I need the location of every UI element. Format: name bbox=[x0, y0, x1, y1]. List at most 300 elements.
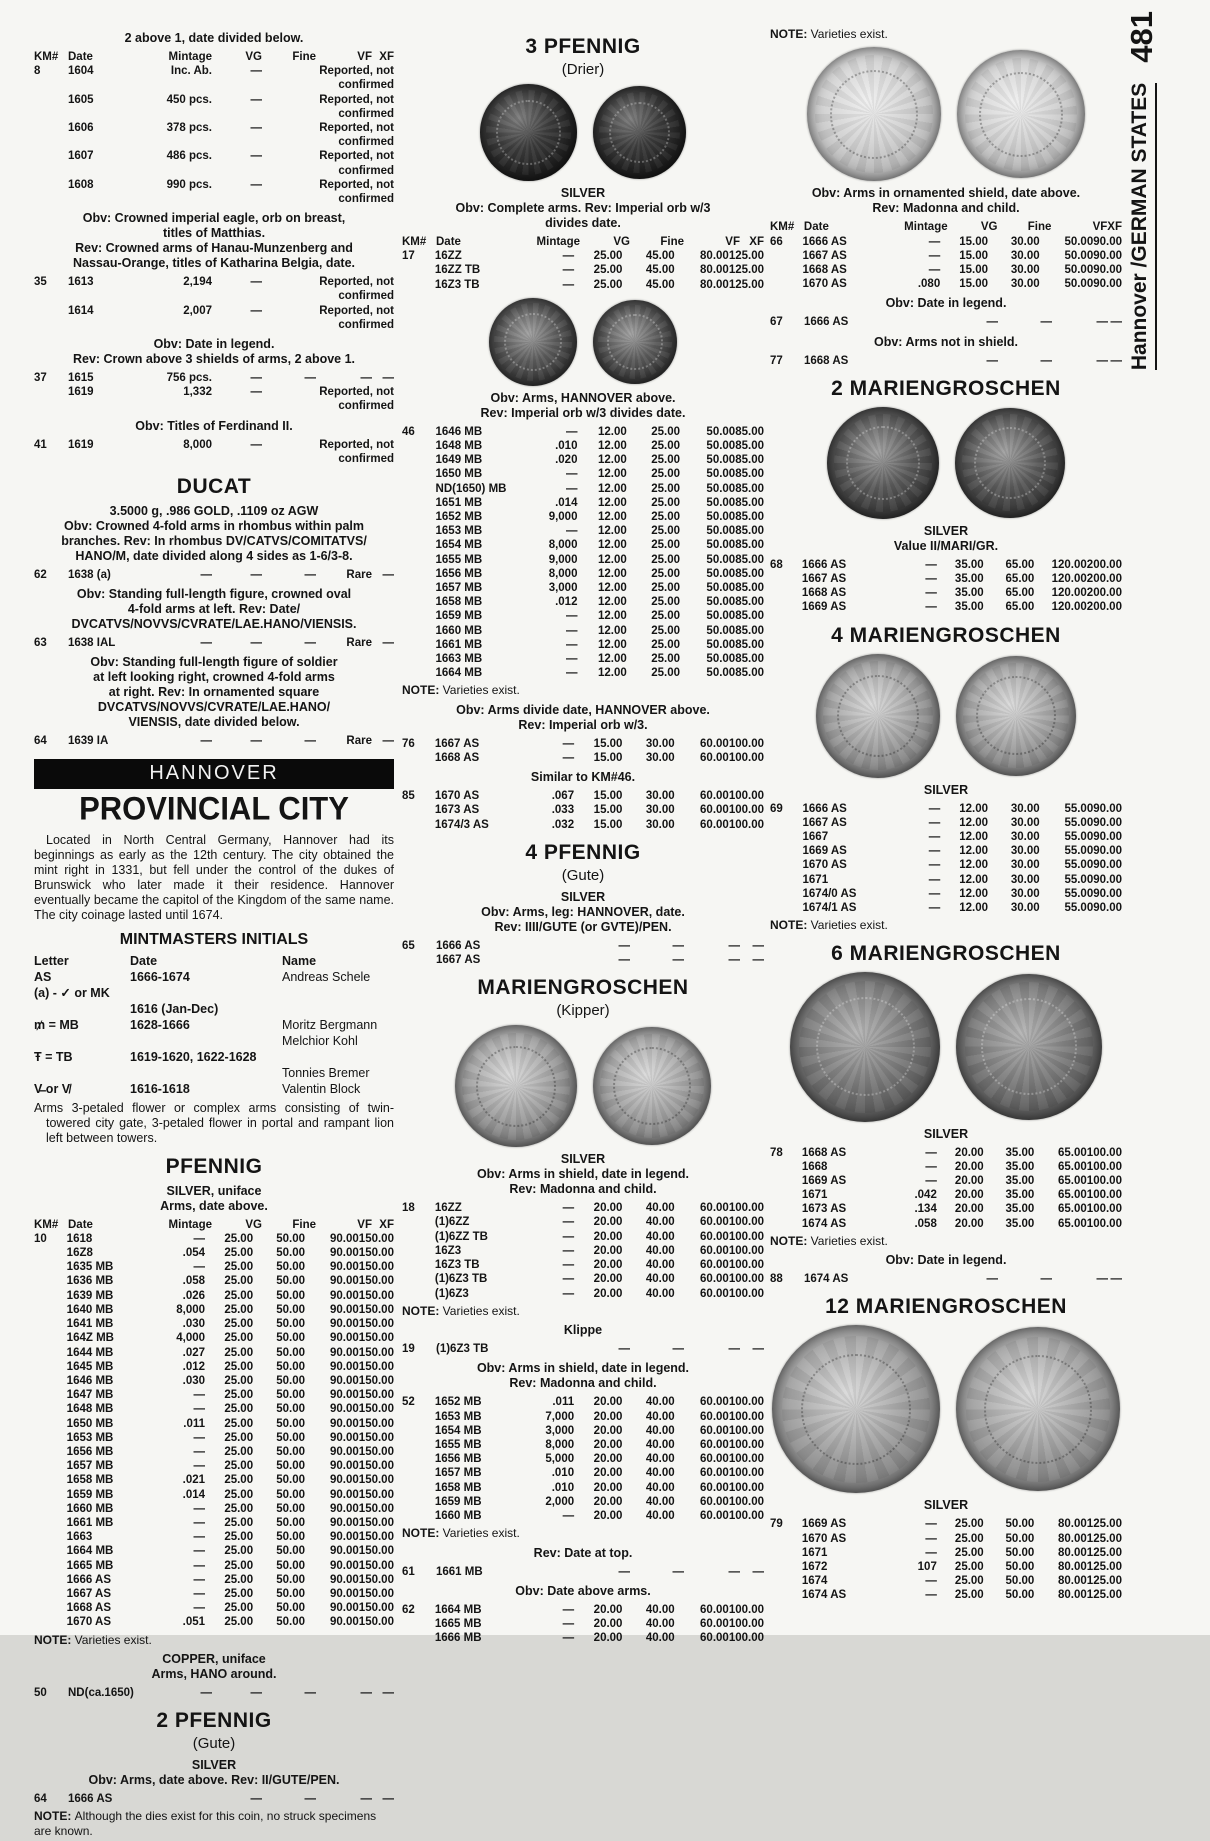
cell-km bbox=[402, 1452, 435, 1466]
cell-vg: 15.00 bbox=[593, 790, 623, 803]
cell-date: 1657 MB bbox=[66, 1460, 114, 1473]
cell-vf: 60.00 bbox=[700, 1230, 729, 1243]
cell-xf: 100.00 bbox=[728, 818, 764, 831]
cell-km bbox=[770, 1160, 802, 1174]
cell-fine: 40.00 bbox=[645, 1603, 675, 1616]
cell-mintage: — bbox=[562, 752, 575, 765]
cell-vg: 25.00 bbox=[954, 1575, 984, 1588]
cell-mintage: 2,000 bbox=[545, 1495, 575, 1508]
cell-fine: 65.00 bbox=[1005, 558, 1035, 571]
cell-xf: 85.00 bbox=[735, 653, 764, 666]
cell-vg: 12.00 bbox=[597, 511, 627, 524]
price-row bbox=[770, 844, 1122, 858]
cell-fine: 25.00 bbox=[651, 610, 680, 623]
cell-mintage: — bbox=[925, 587, 937, 600]
cell-date: 1673 AS bbox=[434, 804, 480, 817]
cell-fine: 50.00 bbox=[276, 1346, 305, 1359]
cell-fine: 40.00 bbox=[645, 1230, 675, 1243]
price-row bbox=[34, 1402, 394, 1416]
cell-km bbox=[402, 1466, 435, 1480]
cell-vf: 90.00 bbox=[330, 1374, 359, 1387]
cell-xf: — bbox=[752, 1343, 764, 1356]
price-row bbox=[34, 1488, 394, 1502]
cell-fine: — bbox=[672, 1343, 684, 1356]
price-row bbox=[770, 354, 1122, 368]
cell-fine: 25.00 bbox=[651, 624, 680, 637]
cell-km: 77 bbox=[770, 354, 783, 367]
cell-km bbox=[402, 818, 435, 832]
cell-vf: 50.00 bbox=[706, 482, 736, 495]
cell-mintage: 2,007 bbox=[183, 304, 212, 317]
cell-xf: 150.00 bbox=[358, 1488, 394, 1501]
description-line: Arms, HANO around. bbox=[151, 1666, 277, 1681]
cell-fine: 50.00 bbox=[276, 1488, 305, 1501]
cell-mintage: — bbox=[928, 845, 941, 858]
cell-mintage: — bbox=[562, 1509, 575, 1522]
cell-km bbox=[770, 277, 803, 291]
cell-xf: 150.00 bbox=[358, 1602, 394, 1615]
coin-reverse-photo bbox=[955, 408, 1065, 518]
cell-km bbox=[770, 1174, 802, 1188]
cell-date: 1668 AS bbox=[802, 264, 847, 276]
cell-mintage: — bbox=[925, 601, 937, 614]
cell-date: 1667 AS bbox=[802, 249, 847, 262]
price-row bbox=[770, 1188, 1122, 1202]
cell-km: 62 bbox=[34, 569, 47, 582]
cell-mintage: — bbox=[562, 250, 575, 263]
price-row bbox=[34, 121, 394, 149]
cell-km: 65 bbox=[402, 939, 415, 952]
cell-km bbox=[402, 1617, 435, 1631]
cell-fine: 25.00 bbox=[651, 582, 680, 595]
price-row bbox=[34, 1374, 394, 1388]
cell-vg: — bbox=[250, 304, 262, 317]
cell-vf: 55.00 bbox=[1064, 845, 1094, 858]
cell-vf: VF bbox=[357, 51, 372, 63]
cell-km: 8 bbox=[34, 65, 41, 78]
cell-xf: XF bbox=[749, 236, 764, 248]
cell-mintage: — bbox=[193, 1559, 206, 1572]
cell-xf: 100.00 bbox=[728, 1396, 764, 1409]
note-label: NOTE: bbox=[402, 1526, 443, 1541]
cell-fine: 50.00 bbox=[276, 1332, 305, 1345]
cell-km bbox=[770, 1574, 802, 1588]
price-row bbox=[34, 1260, 394, 1274]
cell-mintage: .011 bbox=[552, 1396, 575, 1409]
cell-km bbox=[34, 1317, 67, 1331]
cell-fine: 30.00 bbox=[645, 737, 675, 750]
note-label: NOTE: bbox=[770, 27, 811, 41]
cell-fine: 40.00 bbox=[645, 1453, 675, 1466]
cell-fine: 30.00 bbox=[1010, 859, 1040, 872]
cell-xf: 85.00 bbox=[735, 567, 764, 580]
price-row bbox=[770, 1546, 1122, 1560]
cell-mintage: .014 bbox=[182, 1488, 206, 1501]
price-row bbox=[402, 439, 764, 453]
cell-xf: 200.00 bbox=[1086, 573, 1122, 586]
cell-vg: 20.00 bbox=[593, 1273, 623, 1286]
arms-paragraph: Arms 3-petaled flower or complex arms consisting of twin-towered city gate, 3-petaled flower in portal and rampant lion left between towers. bbox=[34, 1100, 394, 1145]
cell-fine: 25.00 bbox=[651, 596, 680, 609]
price-row bbox=[34, 1530, 394, 1544]
description-block bbox=[402, 890, 764, 935]
cell-km bbox=[402, 803, 435, 817]
cell-fine: Fine bbox=[1027, 221, 1052, 234]
cell-fine: 30.00 bbox=[1010, 887, 1040, 900]
cell-date: 1658 MB bbox=[435, 596, 483, 609]
price-row bbox=[770, 802, 1122, 816]
cell-vg: 35.00 bbox=[954, 573, 984, 586]
cell-mintage: — bbox=[193, 1460, 206, 1473]
cell-vf: 80.00 bbox=[700, 278, 729, 291]
description-line: at right. Rev: In ornamented square bbox=[108, 685, 320, 700]
denomination-heading: 4 PFENNIG bbox=[525, 840, 641, 864]
description-line: Obv: Arms divide date, HANNOVER above. bbox=[456, 702, 710, 717]
cell-vf: 90.00 bbox=[330, 1488, 359, 1501]
cell-vf: 120.00 bbox=[1051, 587, 1087, 600]
cell-vg: 25.00 bbox=[954, 1518, 984, 1531]
cell-km: KM# bbox=[402, 236, 427, 248]
cell-vg: — bbox=[618, 1343, 630, 1356]
cell-vf: 90.00 bbox=[330, 1332, 359, 1345]
price-row bbox=[402, 1631, 764, 1645]
cell-km bbox=[770, 600, 802, 614]
cell-xf: 150.00 bbox=[358, 1247, 394, 1260]
cell-fine: 30.00 bbox=[1010, 278, 1040, 291]
cell-vg: 20.00 bbox=[593, 1438, 623, 1451]
cell-xf: 150.00 bbox=[358, 1289, 394, 1302]
cell-vg: 20.00 bbox=[593, 1481, 623, 1494]
description-block bbox=[770, 186, 1122, 216]
cell-xf: 100.00 bbox=[728, 1603, 764, 1616]
price-row bbox=[402, 567, 764, 581]
coin-obverse-photo bbox=[489, 298, 577, 386]
cell-xf: 150.00 bbox=[358, 1587, 394, 1600]
note-label: NOTE: bbox=[770, 1233, 811, 1248]
cell-date: 1650 MB bbox=[435, 468, 483, 481]
cell-mintage: Inc. Ab. bbox=[170, 65, 212, 78]
mm-date bbox=[130, 985, 282, 1001]
cell-vf: 60.00 bbox=[700, 1202, 729, 1215]
description-line: SILVER bbox=[191, 1758, 237, 1773]
cell-date: 1613 bbox=[68, 276, 94, 289]
price-table bbox=[34, 1232, 394, 1630]
cell-vf: 90.00 bbox=[330, 1247, 359, 1260]
cell-mintage: — bbox=[928, 264, 941, 276]
cell-mintage: .058 bbox=[914, 1217, 937, 1230]
cell-xf: 150.00 bbox=[358, 1389, 394, 1402]
cell-km bbox=[34, 1246, 67, 1260]
cell-vg: 20.00 bbox=[954, 1146, 984, 1159]
cell-vf: — bbox=[1096, 354, 1108, 367]
mintmasters-row bbox=[34, 1001, 394, 1017]
cell-date: 1644 MB bbox=[66, 1346, 114, 1359]
cell-vf: 120.00 bbox=[1051, 573, 1087, 586]
cell-date: 1670 AS bbox=[66, 1616, 111, 1629]
cell-vf: Rare bbox=[346, 735, 372, 748]
cell-vf: 50.00 bbox=[1064, 278, 1094, 291]
price-row bbox=[402, 1452, 764, 1466]
cell-fine: 50.00 bbox=[276, 1417, 305, 1430]
cell-xf: 100.00 bbox=[728, 737, 764, 750]
cell-mintage: 450 pcs. bbox=[166, 93, 212, 106]
cell-xf: 150.00 bbox=[358, 1502, 394, 1515]
cell-vf: 90.00 bbox=[330, 1460, 359, 1473]
cell-vg: 12.00 bbox=[959, 816, 989, 829]
description-line: Rev: Date at top. bbox=[533, 1545, 633, 1560]
mm-date bbox=[130, 1033, 282, 1049]
cell-mintage: — bbox=[562, 1273, 575, 1286]
cell-date: 1658 MB bbox=[434, 1481, 482, 1494]
cell-vf: 60.00 bbox=[700, 818, 729, 831]
cell-mintage: .032 bbox=[551, 818, 575, 831]
coin-reverse-photo bbox=[957, 50, 1085, 178]
cell-xf: 100.00 bbox=[1086, 1189, 1122, 1202]
cell-vg: 20.00 bbox=[593, 1410, 623, 1423]
cell-vg: 25.00 bbox=[224, 1460, 254, 1473]
table-header-row bbox=[770, 220, 1122, 234]
price-row bbox=[402, 1230, 764, 1244]
note-text: Varieties exist. bbox=[810, 918, 888, 933]
mm-letter bbox=[34, 1033, 130, 1049]
cell-km bbox=[34, 1530, 67, 1544]
cell-date: 1664 MB bbox=[434, 1603, 482, 1616]
cell-date: 1670 AS bbox=[434, 790, 480, 803]
cell-fine: — bbox=[1040, 1273, 1052, 1286]
cell-date: 1636 MB bbox=[66, 1275, 114, 1288]
description-line: DVCATVS/NOVVS/CVRATE/LAE.HANO/ bbox=[97, 700, 331, 715]
cell-km: KM# bbox=[34, 51, 59, 63]
price-row bbox=[402, 737, 764, 751]
cell-mintage: Mintage bbox=[904, 221, 948, 234]
cell-mintage: 9,000 bbox=[548, 511, 578, 524]
cell-mintage: 3,000 bbox=[545, 1424, 575, 1437]
cell-date: 1650 MB bbox=[66, 1417, 114, 1430]
cell-date: 1647 MB bbox=[66, 1389, 114, 1402]
cell-km: 18 bbox=[402, 1202, 415, 1215]
cell-date: 1638 (a) bbox=[68, 569, 111, 582]
price-row bbox=[34, 1289, 394, 1303]
cell-xf: 125.00 bbox=[1086, 1546, 1122, 1559]
cell-km bbox=[34, 1331, 67, 1345]
cell-fine: Fine bbox=[292, 1218, 316, 1231]
cell-km bbox=[402, 1495, 435, 1509]
coin-reverse-photo bbox=[956, 1327, 1120, 1491]
price-row bbox=[402, 638, 764, 652]
price-table bbox=[402, 1395, 764, 1523]
cell-date: 1656 MB bbox=[66, 1445, 114, 1458]
table-header-row bbox=[402, 235, 764, 249]
cell-mintage: — bbox=[928, 831, 941, 844]
cell-vg: 25.00 bbox=[224, 1275, 254, 1288]
denomination-heading: 2 PFENNIG bbox=[156, 1709, 272, 1733]
cell-vg: 12.00 bbox=[597, 539, 627, 552]
cell-mintage: — bbox=[562, 1244, 575, 1257]
cell-fine: — bbox=[304, 1686, 316, 1699]
cell-vf: 60.00 bbox=[700, 1603, 729, 1616]
cell-xf: 85.00 bbox=[735, 638, 764, 651]
cell-date: 1655 MB bbox=[435, 553, 483, 566]
cell-vf: 60.00 bbox=[700, 1632, 729, 1645]
description-line: SILVER bbox=[923, 782, 969, 797]
cell-fine: — bbox=[1040, 316, 1052, 329]
price-row bbox=[34, 149, 394, 177]
description-block bbox=[402, 1361, 764, 1391]
cell-fine: 65.00 bbox=[1005, 601, 1035, 614]
description-block bbox=[402, 1152, 764, 1197]
cell-fine: 25.00 bbox=[651, 468, 680, 481]
description-line: HANO/M, date divided along 4 sides as 1-6/3-8. bbox=[75, 549, 353, 564]
cell-date: 1654 MB bbox=[434, 1424, 482, 1437]
cell-km: 37 bbox=[34, 372, 47, 385]
coin-obverse-photo bbox=[480, 84, 577, 181]
cell-fine: 25.00 bbox=[651, 454, 680, 467]
cell-date: 1653 MB bbox=[434, 1410, 482, 1423]
price-row bbox=[402, 553, 764, 567]
price-row bbox=[770, 315, 1122, 329]
cell-km bbox=[402, 1438, 435, 1452]
cell-mintage: — bbox=[928, 887, 941, 900]
cell-mintage: — bbox=[193, 1232, 206, 1245]
note-line bbox=[402, 1304, 764, 1318]
cell-vf: 60.00 bbox=[700, 790, 729, 803]
cell-mintage: — bbox=[562, 1230, 575, 1243]
price-row bbox=[770, 816, 1122, 830]
cell-mintage bbox=[892, 315, 948, 329]
cell-xf: 200.00 bbox=[1086, 558, 1122, 571]
mm-letter: (a) - ✓ or MK bbox=[34, 985, 110, 1000]
price-row bbox=[34, 1615, 394, 1629]
cell-vg: 12.00 bbox=[959, 887, 989, 900]
cell-mintage bbox=[892, 1272, 948, 1286]
cell-fine: 50.00 bbox=[276, 1474, 305, 1487]
cell-vg: 12.00 bbox=[959, 873, 989, 886]
cell-vf: 120.00 bbox=[1051, 601, 1087, 614]
cell-mintage: — bbox=[562, 278, 575, 291]
cell-fine: 35.00 bbox=[1005, 1146, 1035, 1159]
denomination-heading: MARIENGROSCHEN bbox=[477, 976, 689, 1000]
cell-vf: 55.00 bbox=[1064, 887, 1094, 900]
price-row bbox=[402, 595, 764, 609]
cell-mintage: 990 pcs. bbox=[166, 178, 212, 191]
cell-vf: 50.00 bbox=[1064, 264, 1094, 276]
cell-vf: 50.00 bbox=[706, 667, 736, 680]
cell-date: 1635 MB bbox=[66, 1261, 114, 1274]
cell-mintage: — bbox=[200, 637, 212, 650]
cell-vg: — bbox=[250, 386, 262, 399]
cell-date: 1638 IAL bbox=[68, 637, 116, 650]
cell-vg: 25.00 bbox=[224, 1602, 254, 1615]
cell-mintage: — bbox=[193, 1431, 206, 1444]
cell-date: 1652 MB bbox=[435, 511, 483, 524]
cell-xf: 100.00 bbox=[1086, 1217, 1122, 1230]
cell-km bbox=[34, 93, 68, 121]
cell-xf: 100.00 bbox=[728, 790, 764, 803]
denomination-variant: (Gute) bbox=[561, 866, 605, 884]
cell-km bbox=[34, 1445, 67, 1459]
price-row bbox=[402, 1466, 764, 1480]
cell-fine: 50.00 bbox=[1005, 1546, 1035, 1559]
cell-date: 1659 MB bbox=[434, 1495, 482, 1508]
cell-date: 1670 AS bbox=[802, 278, 847, 291]
mintmasters-row bbox=[34, 1017, 394, 1033]
cell-km bbox=[34, 178, 68, 206]
cell-km bbox=[34, 1459, 67, 1473]
description-line: Arms, date above. bbox=[160, 1198, 268, 1213]
description-line: Nassau-Orange, titles of Katharina Belgia, date. bbox=[72, 256, 356, 271]
coin-obverse-photo bbox=[790, 972, 940, 1122]
description-line: Obv: Titles of Ferdinand II. bbox=[135, 418, 293, 433]
cell-date: 1671 bbox=[802, 873, 829, 886]
cell-date: 1615 bbox=[68, 372, 94, 385]
cell-fine: 35.00 bbox=[1005, 1189, 1035, 1202]
description-block bbox=[34, 655, 394, 730]
coin-photos bbox=[402, 1025, 764, 1147]
cell-xf: — bbox=[752, 1565, 764, 1578]
description-block bbox=[34, 337, 394, 367]
description-line: divides date. bbox=[545, 216, 621, 230]
cell-xf: 200.00 bbox=[1086, 587, 1122, 600]
cell-fine: — bbox=[672, 1565, 684, 1578]
cell-fine: 50.00 bbox=[276, 1545, 305, 1558]
cell-date: 16Z3 TB bbox=[434, 1259, 480, 1272]
cell-vg: — bbox=[250, 65, 262, 78]
cell-vg: 15.00 bbox=[959, 249, 989, 262]
cell-km bbox=[34, 1360, 67, 1374]
cell-vf: 90.00 bbox=[330, 1587, 359, 1600]
price-row bbox=[402, 524, 764, 538]
cell-vg: 25.00 bbox=[593, 250, 623, 263]
cell-mintage: .011 bbox=[183, 1417, 206, 1430]
cell-km: 76 bbox=[402, 737, 415, 750]
mintmasters-table bbox=[34, 953, 394, 1097]
cell-mintage: — bbox=[562, 1287, 575, 1300]
cell-vg: 25.00 bbox=[593, 264, 623, 277]
cell-xf: 100.00 bbox=[728, 1438, 764, 1451]
cell-date: 1667 AS bbox=[436, 954, 481, 967]
cell-vg: 20.00 bbox=[954, 1160, 984, 1173]
cell-km bbox=[402, 666, 436, 680]
cell-mintage: .010 bbox=[555, 440, 578, 453]
cell-km bbox=[402, 510, 436, 524]
cell-vf: 60.00 bbox=[700, 1244, 729, 1257]
cell-vf: 65.00 bbox=[1058, 1203, 1087, 1216]
price-row bbox=[770, 1272, 1122, 1286]
cell-xf: 100.00 bbox=[728, 1216, 764, 1229]
note-label: NOTE: bbox=[402, 683, 443, 698]
cell-date: Date bbox=[436, 236, 461, 248]
cell-date: 1619 bbox=[68, 438, 94, 451]
cell-vg: 12.00 bbox=[597, 496, 627, 509]
price-row bbox=[402, 818, 764, 832]
cell-mintage: Mintage bbox=[168, 51, 212, 63]
cell-date: 1667 AS bbox=[801, 573, 847, 586]
price-row bbox=[402, 624, 764, 638]
cell-km: 69 bbox=[770, 802, 783, 815]
cell-vf: — bbox=[728, 954, 740, 967]
cell-vf: 90.00 bbox=[330, 1403, 359, 1416]
price-row bbox=[402, 538, 764, 552]
cell-mintage: — bbox=[193, 1573, 206, 1586]
price-row bbox=[34, 1246, 394, 1260]
cell-vg: 12.00 bbox=[597, 425, 627, 438]
cell-vg: 35.00 bbox=[954, 587, 984, 600]
cell-km bbox=[402, 496, 436, 510]
cell-date: 16ZZ bbox=[434, 1202, 462, 1215]
cell-km bbox=[770, 586, 802, 600]
cell-xf: 100.00 bbox=[1086, 1160, 1122, 1173]
denomination-variant: (Drier) bbox=[561, 61, 605, 78]
